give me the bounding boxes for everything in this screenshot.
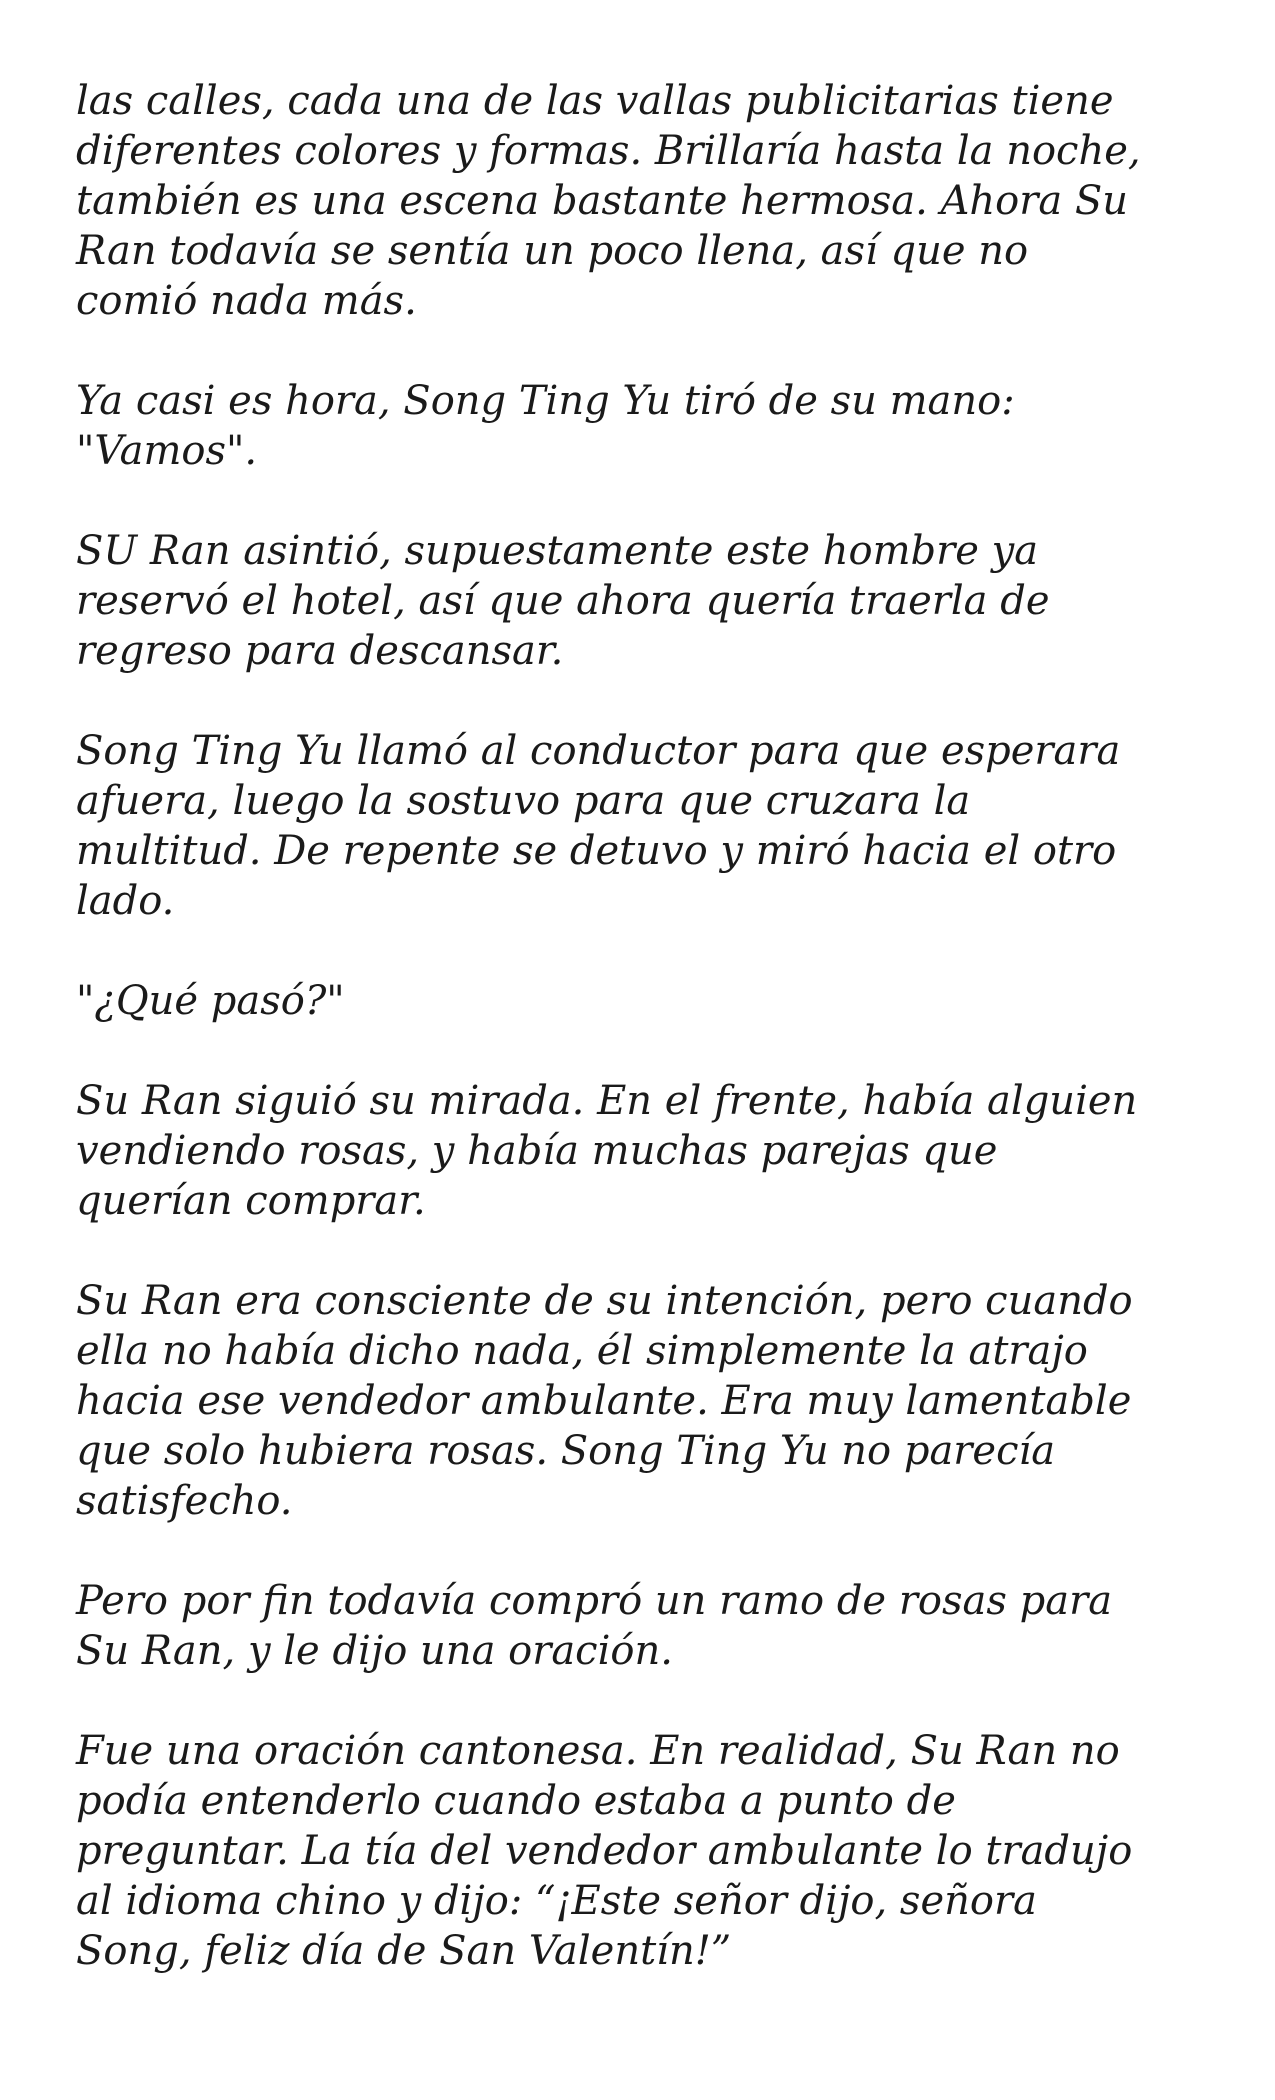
paragraph-9: Fue una oración cantonesa. En realidad, Su Ran no podía entenderlo cuando estaba a punto de preguntar. La tía del vendedor ambulante lo tradujo al idioma chino y dijo: “¡Este señor dijo, señora Song, feliz día de San Valentín!” xyxy=(76,1728,1133,1974)
paragraph-7: Su Ran era consciente de su intención, pero cuando ella no había dicho nada, él simplemente la atrajo hacia ese vendedor ambulante. Era muy lamentable que solo hubiera rosas. Song Ting Yu no parecía satisfecho. xyxy=(76,1278,1133,1524)
paragraph-1: las calles, cada una de las vallas publicitarias tiene diferentes colores y formas. Brillaría hasta la noche, también es una escena bastante hermosa. Ahora Su Ran todavía se sentía un poco llena, así que no comió nada más. xyxy=(76,78,1141,324)
paragraph-3: SU Ran asintió, supuestamente este hombre ya reservó el hotel, así que ahora quería traerla de regreso para descansar. xyxy=(76,528,1050,674)
paragraph-5: "¿Qué pasó?" xyxy=(76,978,345,1024)
paragraph-2: Ya casi es hora, Song Ting Yu tiró de su mano: "Vamos". xyxy=(76,378,1015,474)
paragraph-4: Song Ting Yu llamó al conductor para que esperara afuera, luego la sostuvo para que cruzara la multitud. De repente se detuvo y miró hacia el otro lado. xyxy=(76,728,1121,924)
paragraph-6: Su Ran siguió su mirada. En el frente, había alguien vendiendo rosas, y había muchas parejas que querían comprar. xyxy=(76,1078,1138,1224)
paragraph-8: Pero por fin todavía compró un ramo de rosas para Su Ran, y le dijo una oración. xyxy=(76,1578,1113,1674)
document-page xyxy=(76,76,1206,1976)
